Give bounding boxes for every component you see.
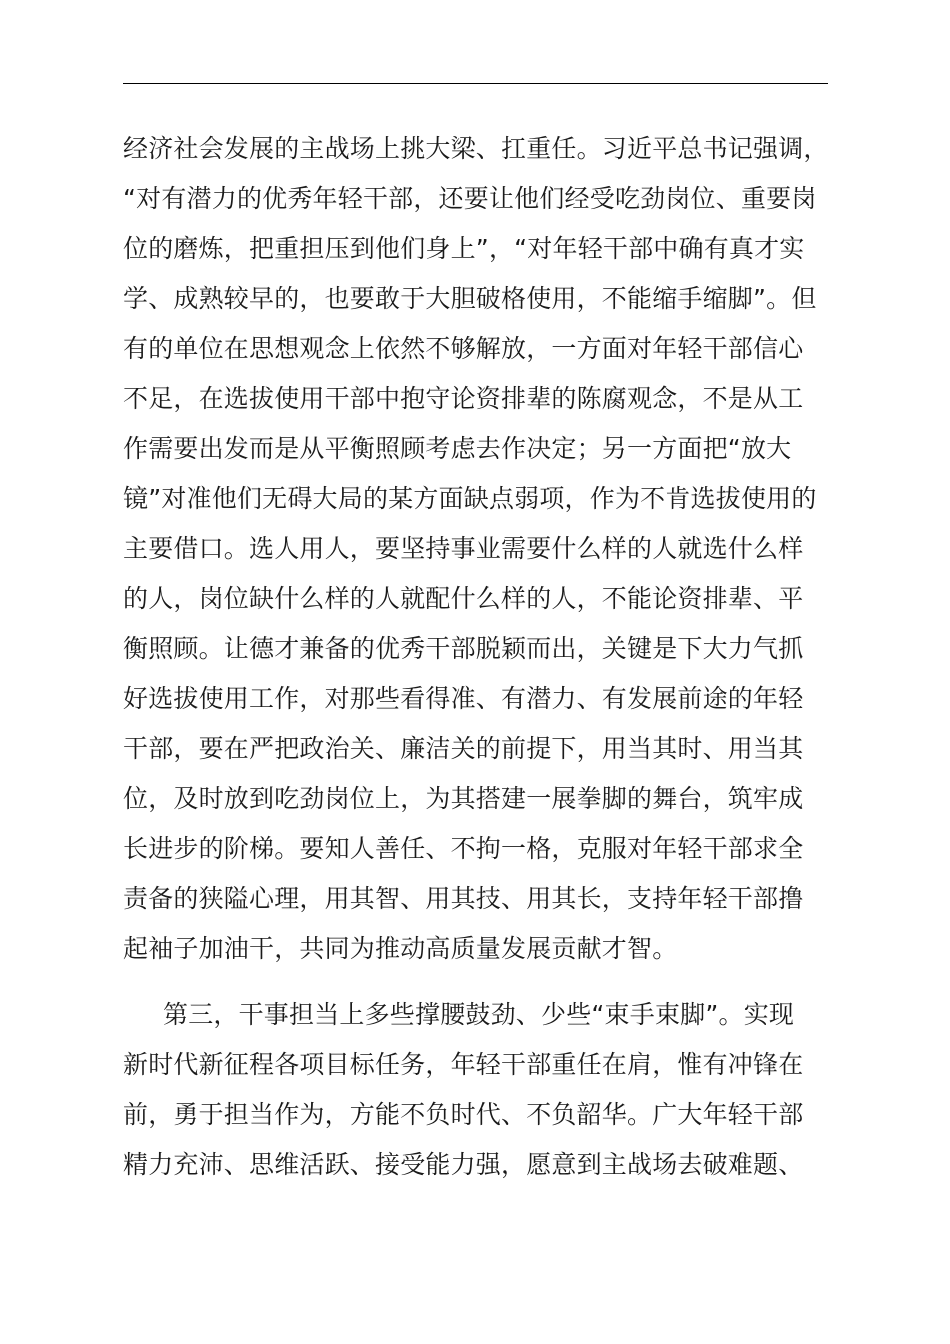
text-line: 新时代新征程各项目标任务，年轻干部重任在肩，惟有冲锋在 xyxy=(123,1050,804,1079)
text-line: 不足，在选拔使用干部中抱守论资排辈的陈腐观念，不是从工 xyxy=(123,384,804,413)
paragraph-two xyxy=(123,990,833,1190)
text-line: 第三，干事担当上多些撑腰鼓劲、少些“束手束脚”。实现 xyxy=(163,1000,795,1029)
text-line: 干部，要在严把政治关、廉洁关的前提下，用当其时、用当其 xyxy=(123,734,804,763)
text-line: 精力充沛、思维活跃、接受能力强，愿意到主战场去破难题、 xyxy=(123,1150,804,1179)
text-line: 镜”对准他们无碍大局的某方面缺点弱项，作为不肯选拔使用的 xyxy=(123,484,817,513)
text-line: 衡照顾。让德才兼备的优秀干部脱颖而出，关键是下大力气抓 xyxy=(123,634,804,663)
text-line: 经济社会发展的主战场上挑大梁、扛重任。习近平总书记强调， xyxy=(123,134,829,163)
header-rule xyxy=(123,83,828,84)
text-line: 有的单位在思想观念上依然不够解放，一方面对年轻干部信心 xyxy=(123,334,804,363)
text-line: 起袖子加油干，共同为推动高质量发展贡献才智。 xyxy=(123,934,678,963)
paragraph-gap xyxy=(123,974,833,990)
text-line: 长进步的阶梯。要知人善任、不拘一格，克服对年轻干部求全 xyxy=(123,834,804,863)
text-line: 前，勇于担当作为，方能不负时代、不负韶华。广大年轻干部 xyxy=(123,1100,804,1129)
text-line: “对有潜力的优秀年轻干部，还要让他们经受吃劲岗位、重要岗 xyxy=(123,184,817,213)
text-line: 学、成熟较早的，也要敢于大胆破格使用，不能缩手缩脚”。但 xyxy=(123,284,817,313)
text-line: 位的磨炼，把重担压到他们身上”，“对年轻干部中确有真才实 xyxy=(123,234,805,263)
text-line: 位，及时放到吃劲岗位上，为其搭建一展拳脚的舞台，筑牢成 xyxy=(123,784,804,813)
text-line: 责备的狭隘心理，用其智、用其技、用其长，支持年轻干部撸 xyxy=(123,884,804,913)
body-text xyxy=(123,124,833,1190)
text-line: 好选拔使用工作，对那些看得准、有潜力、有发展前途的年轻 xyxy=(123,684,804,713)
text-line: 作需要出发而是从平衡照顾考虑去作决定；另一方面把“放大 xyxy=(123,434,792,463)
text-line: 主要借口。选人用人，要坚持事业需要什么样的人就选什么样 xyxy=(123,534,804,563)
text-line: 的人，岗位缺什么样的人就配什么样的人，不能论资排辈、平 xyxy=(123,584,804,613)
paragraph-one xyxy=(123,124,833,974)
